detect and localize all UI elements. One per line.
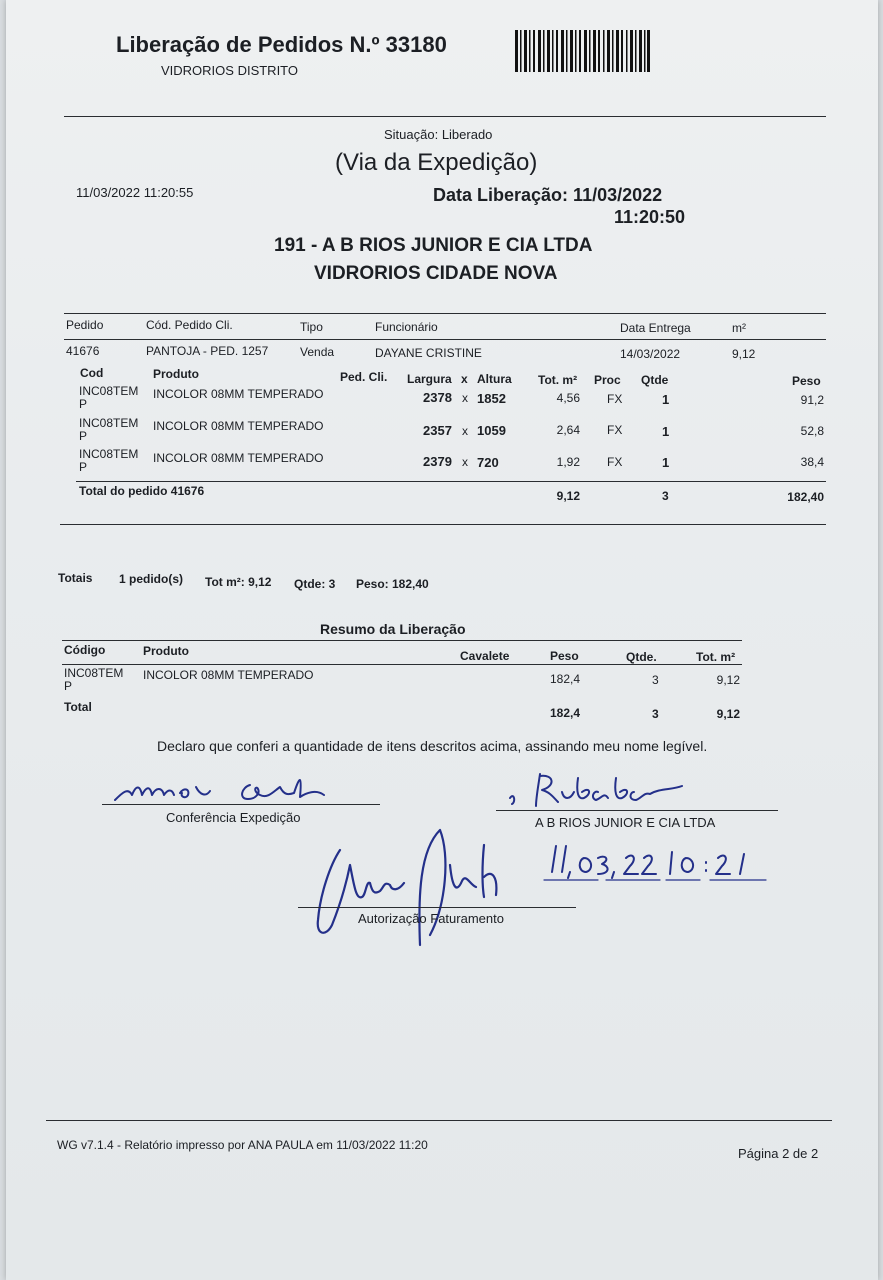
item-altura: 1059 [477, 423, 506, 438]
col-pedido-label: Pedido [66, 318, 104, 332]
col-altura-header: Altura [477, 372, 512, 386]
item-proc: FX [607, 455, 623, 469]
signature-cliente [500, 768, 700, 813]
order-m2: 9,12 [732, 347, 756, 361]
item-x: x [462, 424, 468, 438]
resumo-row-totm2: 9,12 [716, 673, 740, 687]
resumo-row-qtde: 3 [652, 673, 659, 687]
item-peso: 52,8 [800, 424, 824, 438]
resumo-total-peso: 182,4 [550, 706, 581, 720]
resumo-col-peso: Peso [550, 649, 579, 663]
resumo-row-peso: 182,4 [550, 672, 581, 686]
item-altura: 720 [477, 455, 499, 470]
item-largura: 2378 [423, 390, 452, 405]
col-x-header: x [461, 372, 468, 386]
resumo-col-totm2: Tot. m² [696, 650, 736, 664]
signature-line-cliente [496, 810, 778, 811]
item-peso: 91,2 [800, 393, 824, 407]
order-pedido: 41676 [66, 344, 100, 358]
col-pedcli-header: Ped. Cli. [340, 370, 388, 384]
resumo-col-cavalete: Cavalete [460, 649, 510, 663]
resumo-total-label: Total [64, 700, 92, 714]
col-tipo-label: Tipo [300, 320, 323, 334]
item-qtde: 1 [662, 424, 670, 439]
item-produto: INCOLOR 08MM TEMPERADO [153, 419, 324, 433]
item-cod: INC08TEM P [79, 384, 139, 411]
footer-divider [46, 1120, 832, 1121]
signature-autorizacao [300, 825, 510, 955]
signature-label-cliente: A B RIOS JUNIOR E CIA LTDA [535, 815, 716, 830]
item-qtde: 1 [662, 455, 670, 470]
header-divider [64, 116, 826, 117]
item-produto: INCOLOR 08MM TEMPERADO [153, 387, 324, 401]
client-store: VIDRORIOS CIDADE NOVA [314, 263, 558, 284]
resumo-top-divider [62, 640, 742, 641]
item-largura: 2357 [423, 423, 452, 438]
order-total-totm2: 9,12 [556, 489, 580, 503]
col-m2-label: m² [732, 321, 746, 335]
data-liberacao-time: 11:20:50 [614, 207, 686, 227]
declaration-text: Declaro que conferi a quantidade de itens descritos acima, assinando meu nome legível. [157, 738, 708, 754]
order-tipo: Venda [300, 345, 335, 359]
item-cod: INC08TEM P [79, 416, 139, 443]
resumo-header-divider [62, 664, 742, 665]
order-top-divider [64, 313, 826, 314]
resumo-total-qtde: 3 [652, 707, 659, 721]
col-qtde-header: Qtde [641, 373, 669, 387]
totals-peso: Peso: 182,40 [356, 577, 429, 591]
document-title: Liberação de Pedidos N.º 33180 [116, 32, 447, 57]
item-proc: FX [607, 423, 623, 437]
order-total-label: Total do pedido 41676 [79, 484, 205, 498]
order-bottom-divider [60, 524, 826, 525]
footer-page-number: Página 2 de 2 [738, 1146, 819, 1161]
situacao-label: Situação: Liberado [384, 127, 493, 142]
col-peso-header: Peso [792, 374, 821, 388]
item-produto: INCOLOR 08MM TEMPERADO [153, 451, 324, 465]
totals-totm2: Tot m²: 9,12 [205, 575, 272, 589]
item-largura: 2379 [423, 454, 452, 469]
item-cod: INC08TEM P [79, 447, 139, 474]
footer-report-info: WG v7.1.4 - Relatório impresso por ANA PAULA em 11/03/2022 11:20 [57, 1138, 428, 1152]
client-name: 191 - A B RIOS JUNIOR E CIA LTDA [274, 235, 593, 256]
data-liberacao-date: Data Liberação: 11/03/2022 [433, 185, 663, 205]
company-name: VIDRORIOS DISTRITO [161, 63, 298, 78]
item-altura: 1852 [477, 391, 506, 406]
print-datetime: 11/03/2022 11:20:55 [76, 185, 194, 200]
resumo-col-produto: Produto [143, 644, 189, 658]
order-total-divider [76, 481, 826, 482]
item-proc: FX [607, 392, 623, 406]
item-totm2: 2,64 [556, 423, 580, 437]
totals-qtde: Qtde: 3 [294, 577, 336, 591]
barcode [515, 30, 650, 72]
col-proc-header: Proc [594, 373, 621, 387]
order-total-qtde: 3 [662, 489, 669, 503]
order-total-peso: 182,40 [787, 490, 824, 504]
col-funcionario-label: Funcionário [375, 320, 438, 334]
col-largura-header: Largura [407, 372, 452, 386]
item-qtde: 1 [662, 392, 670, 407]
col-cod-header: Cod [80, 366, 104, 380]
resumo-col-codigo: Código [64, 643, 106, 657]
col-data-entrega-label: Data Entrega [620, 321, 691, 335]
order-funcionario: DAYANE CRISTINE [375, 346, 482, 360]
resumo-total-totm2: 9,12 [716, 707, 740, 721]
item-totm2: 4,56 [556, 391, 580, 405]
resumo-col-qtde: Qtde. [626, 650, 657, 664]
order-cod-pedido: PANTOJA - PED. 1257 [146, 344, 269, 358]
order-data-entrega: 14/03/2022 [620, 347, 681, 361]
order-header-divider [64, 339, 826, 340]
resumo-title: Resumo da Liberação [320, 621, 466, 637]
via-label: (Via da Expedição) [335, 149, 538, 176]
col-totm2-header: Tot. m² [538, 373, 578, 387]
col-cod-pedido-label: Cód. Pedido Cli. [146, 318, 233, 332]
handwritten-date [540, 838, 770, 883]
item-x: x [462, 391, 468, 405]
resumo-row-produto: INCOLOR 08MM TEMPERADO [143, 668, 314, 682]
item-peso: 38,4 [800, 455, 824, 469]
resumo-row-codigo: INC08TEM P [64, 666, 124, 693]
signature-line-autorizacao [298, 907, 576, 908]
signature-label-autorizacao: Autorização Faturamento [358, 911, 504, 926]
totals-label: Totais [58, 571, 93, 585]
item-totm2: 1,92 [556, 455, 580, 469]
totals-pedidos: 1 pedido(s) [119, 572, 184, 586]
signature-line-conferencia [102, 804, 380, 805]
signature-label-conferencia: Conferência Expedição [166, 810, 301, 825]
item-x: x [462, 455, 468, 469]
col-produto-header: Produto [153, 367, 199, 381]
